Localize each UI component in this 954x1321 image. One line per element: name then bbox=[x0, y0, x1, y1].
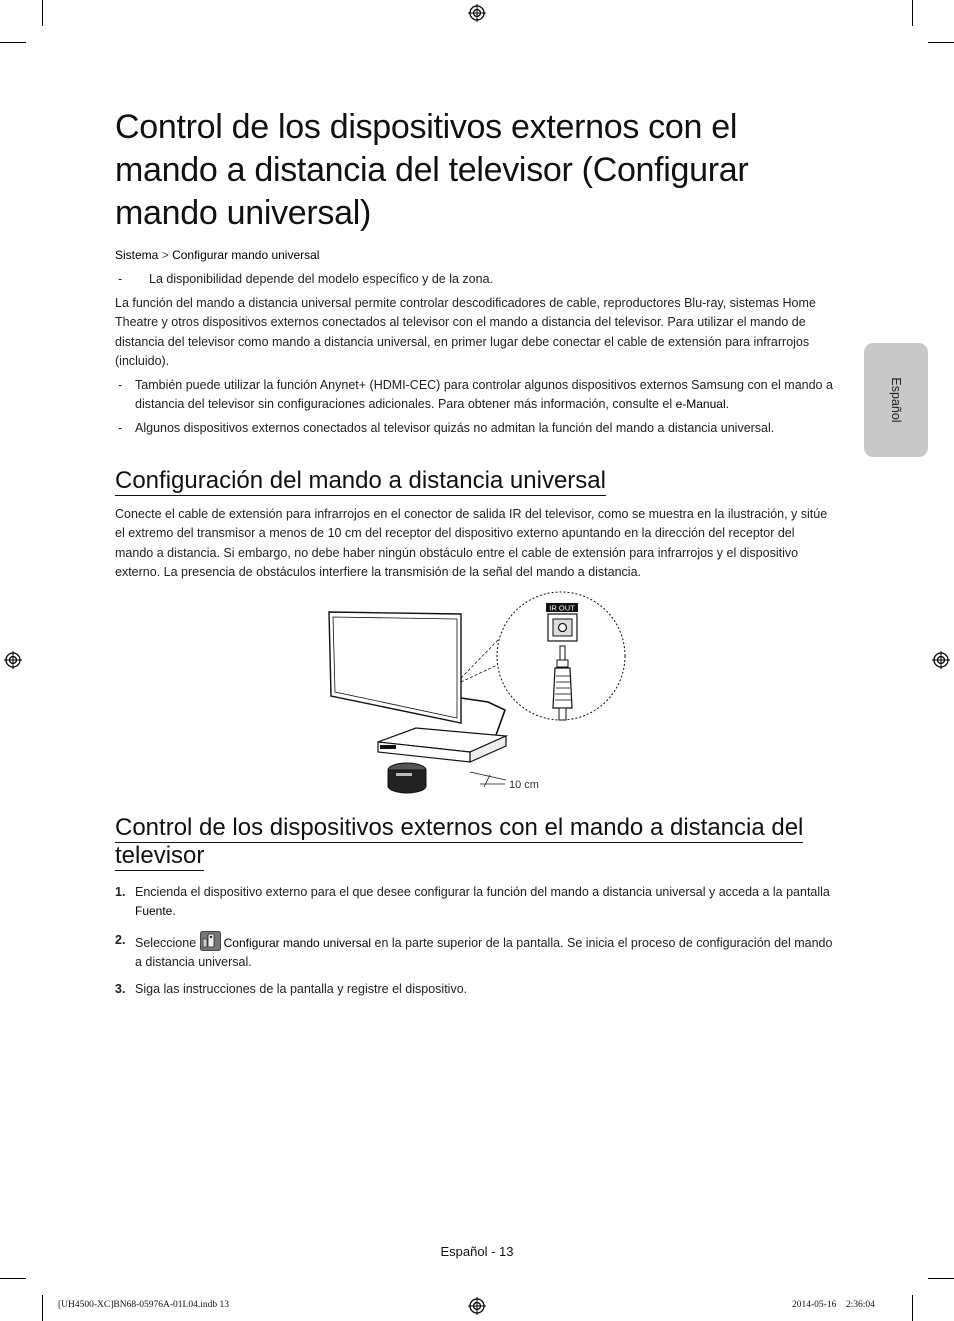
crop-mark bbox=[912, 1295, 913, 1321]
print-slug-right: 2014-05-16 2:36:04 bbox=[792, 1300, 875, 1310]
section-paragraph: Conecte el cable de extensión para infrarrojos en el conector de salida IR del televisor, como se muestra en la ilustración, y sitúe el extremo del transmisor a menos de 10 cm del receptor del dispositivo externo apuntando en la dirección del receptor del mando a distancia. Si embargo, no debe haber ningún obstáculo entre el cable de extensión para infrarrojos y el dispositivo externo. La presencia de obstáculos interfiere la transmisión de la señal del mando a distancia. bbox=[115, 507, 828, 579]
note-text: Algunos dispositivos externos conectados al televisor quizás no admitan la función del mando a distancia universal. bbox=[135, 421, 775, 435]
breadcrumb-separator: > bbox=[161, 248, 169, 262]
menu-term: Configurar mando universal bbox=[223, 936, 372, 950]
set-top-box-icon bbox=[378, 728, 506, 762]
note-item bbox=[115, 376, 833, 415]
ir-out-label: IR OUT bbox=[549, 603, 575, 613]
section-heading bbox=[115, 814, 835, 870]
crop-mark bbox=[912, 0, 913, 26]
list-item bbox=[115, 931, 833, 973]
crop-mark bbox=[42, 1295, 43, 1321]
note-item bbox=[115, 419, 833, 438]
ir-blaster-icon bbox=[388, 763, 426, 793]
step-number: 1. bbox=[115, 885, 126, 899]
note-text: También puede utilizar la función Anynet+ (HDMI-CEC) para controlar algunos dispositivos externos Samsung con el mando a distancia del televisor sin configuraciones adicionales. Para obtener más información, consulte el bbox=[135, 378, 833, 412]
section-heading bbox=[115, 467, 606, 495]
language-side-tab bbox=[864, 343, 928, 457]
step-text: Siga las instrucciones de la pantalla y registre el dispositivo. bbox=[135, 982, 468, 996]
step-text-end: . bbox=[172, 904, 176, 919]
breadcrumb-item: Sistema bbox=[115, 248, 159, 262]
note-text-end: . bbox=[725, 397, 730, 412]
registration-mark-icon bbox=[932, 651, 950, 669]
step-number: 2. bbox=[115, 933, 126, 947]
note-dash: - bbox=[118, 421, 123, 435]
intro-paragraph: La función del mando a distancia universal permite controlar descodificadores de cable, reproductores Blu-ray, sistemas Home Theatre y otros dispositivos externos conectados al televisor con el mando a distancia del televisor. Para utilizar el mando de distancia del televisor como mando a distancia universal, en primer lugar debe conectar el cable de extensión para infrarrojos (incluido). bbox=[115, 296, 816, 368]
menu-term: Fuente bbox=[135, 904, 173, 919]
side-tab-label: Español bbox=[889, 377, 903, 423]
note-dash: - bbox=[118, 272, 123, 286]
ir-out-port-icon bbox=[546, 603, 578, 641]
step-text: Seleccione bbox=[135, 936, 200, 950]
crop-mark bbox=[0, 42, 26, 43]
section-heading-text: Control de los dispositivos externos con el mando a distancia del televisor bbox=[115, 814, 804, 869]
e-manual-link[interactable]: e-Manual bbox=[675, 397, 726, 412]
list-item bbox=[115, 980, 833, 999]
crop-mark bbox=[42, 0, 43, 26]
crop-mark bbox=[0, 1278, 26, 1279]
step-number: 3. bbox=[115, 982, 126, 996]
note-text: La disponibilidad depende del modelo específico y de la zona. bbox=[149, 272, 493, 286]
list-item bbox=[115, 883, 833, 922]
note-item bbox=[115, 270, 833, 289]
step-text: Encienda el dispositivo externo para el que desee configurar la función del mando a distancia universal y acceda a la pantalla bbox=[135, 885, 830, 899]
print-slug-left: [UH4500-XC]BN68-05976A-01L04.indb 13 bbox=[58, 1300, 229, 1310]
note-dash: - bbox=[118, 378, 123, 392]
registration-mark-icon bbox=[4, 651, 22, 669]
registration-mark-icon bbox=[468, 4, 486, 22]
distance-label: 10 cm bbox=[509, 779, 539, 791]
crop-mark bbox=[928, 1278, 954, 1279]
page-number: Español - 13 bbox=[440, 1244, 514, 1259]
page-title: Control de los dispositivos externos con el mando a distancia del televisor (Configurar mando universal) bbox=[115, 108, 749, 232]
registration-mark-icon bbox=[468, 1297, 486, 1315]
breadcrumb-item: Configurar mando universal bbox=[172, 248, 320, 262]
section-heading-text: Configuración del mando a distancia universal bbox=[115, 467, 606, 494]
tv-icon bbox=[329, 612, 461, 723]
crop-mark bbox=[928, 42, 954, 43]
universal-remote-icon bbox=[200, 931, 221, 951]
ir-extension-illustration bbox=[320, 590, 640, 802]
step-text-end: en la parte superior de la pantalla. Se inicia el proceso de configuración del mando a distancia universal. bbox=[135, 936, 833, 970]
breadcrumb bbox=[115, 246, 319, 264]
